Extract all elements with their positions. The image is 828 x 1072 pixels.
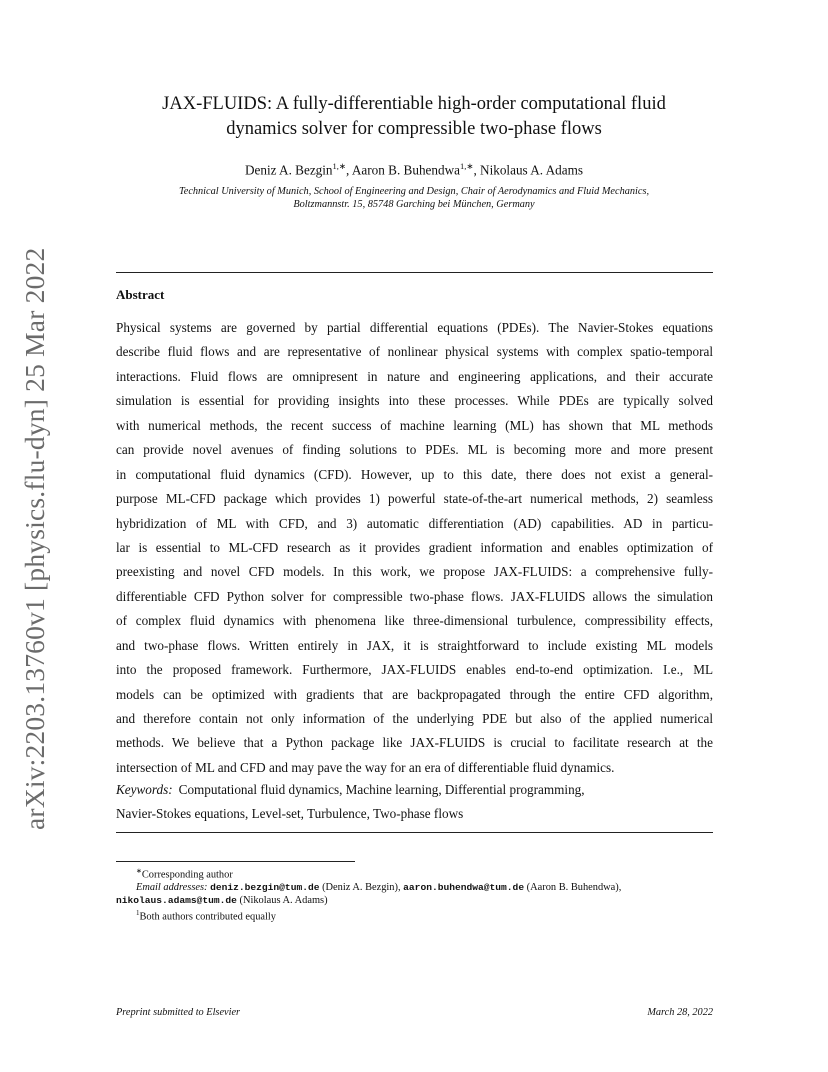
abstract-line: models can be optimized with gradients that are backpropagated through the entire CFD algorithm, <box>116 686 713 702</box>
email-link-bezgin[interactable]: deniz.bezgin@tum.de <box>210 882 320 894</box>
footer-date: March 28, 2022 <box>647 1007 713 1018</box>
author-name: Aaron B. Buhendwa <box>351 162 460 178</box>
abstract-line: can provide novel avenues of finding solutions to PDEs. ML is becoming more and more present <box>116 442 713 458</box>
keywords-label: Keywords: <box>116 782 173 797</box>
abstract-line: of complex fluid dynamics with phenomena like three-dimensional turbulence, compressibility effects, <box>116 613 713 629</box>
abstract-line: Physical systems are governed by partial differential equations (PDEs). The Navier-Stokes equations <box>116 320 713 335</box>
abstract-line: interactions. Fluid flows are omnipresent in nature and engineering applications, and their accurate <box>116 368 713 384</box>
footnote-rule <box>116 861 355 862</box>
corresponding-author-note: Corresponding author <box>141 869 233 881</box>
affiliation-line-1: Technical University of Munich, School of Engineering and Design, Chair of Aerodynamics and Fluid Mechanics, <box>178 186 650 197</box>
arxiv-identifier[interactable]: arXiv:2203.13760v1 [physics.flu-dyn] 25 Mar 2022 <box>19 247 50 830</box>
keywords-line-2: Navier-Stokes equations, Level-set, Turbulence, Two-phase flows <box>116 806 464 822</box>
author-separator: , <box>346 162 352 178</box>
abstract-line: hybridization of ML with CFD, and 3) automatic differentiation (AD) capabilities. AD in particu- <box>116 515 713 531</box>
keywords-line-1: Computational fluid dynamics, Machine learning, Differential programming, <box>178 782 585 797</box>
footnotes <box>116 865 713 924</box>
author-name: Nikolaus A. Adams <box>480 162 583 178</box>
abstract-body <box>116 316 713 780</box>
email-link-adams[interactable]: nikolaus.adams@tum.de <box>116 895 237 907</box>
abstract-line: differentiable CFD Python solver for compressible two-phase flows. JAX-FLUIDS allows the simulation <box>116 588 713 604</box>
affiliation-line-2: Boltzmannstr. 15, 85748 Garching bei München, Germany <box>293 199 535 210</box>
preprint-note: Preprint submitted to Elsevier <box>116 1007 241 1018</box>
abstract-line: with numerical methods, the recent success of machine learning (ML) has shown that ML methods <box>116 417 713 433</box>
email-link-buhendwa[interactable]: aaron.buhendwa@tum.de <box>403 882 525 894</box>
email-owner: (Deniz A. Bezgin), <box>319 882 404 894</box>
abstract-line: lar is essential to ML-CFD research as it provides gradient information and enables optimization of <box>116 539 713 555</box>
email-owner: (Aaron B. Buhendwa), <box>524 882 622 894</box>
author-marks: 1,∗ <box>459 161 474 171</box>
author-list <box>100 161 728 178</box>
abstract-top-rule <box>116 272 713 273</box>
keywords <box>116 778 713 827</box>
abstract-line: purpose ML-CFD package which provides 1) powerful state-of-the-art numerical methods, 2) seamless <box>116 491 713 507</box>
affiliation <box>100 185 728 211</box>
abstract-bottom-rule <box>116 832 713 833</box>
abstract-line: describe fluid flows and are representative of nonlinear physical systems with complex spatio-temporal <box>116 344 713 360</box>
abstract-line: into the proposed framework. Furthermore, JAX-FLUIDS enables end-to-end optimization. I.e., ML <box>116 662 713 678</box>
author-separator: , <box>473 162 481 178</box>
email-label: Email addresses: <box>136 882 208 894</box>
email-owner: (Nikolaus A. Adams) <box>236 895 328 907</box>
footnote-mark: 1 <box>136 909 140 918</box>
abstract-heading: Abstract <box>116 287 165 302</box>
abstract-line: and therefore contain not only information of the underlying PDE but also of the applied numerical <box>116 711 713 726</box>
abstract-line: methods. We believe that a Python package like JAX-FLUIDS is crucial to facilitate research at the <box>116 735 713 751</box>
equal-contribution-note: Both authors contributed equally <box>139 911 276 923</box>
abstract-line: and two-phase flows. Written entirely in JAX, it is straightforward to include existing ML models <box>116 637 713 653</box>
title-line-2: dynamics solver for compressible two-phase flows <box>226 119 602 139</box>
title-line-1: JAX-FLUIDS: A fully-differentiable high-order computational fluid <box>162 94 666 114</box>
abstract-line: in computational fluid dynamics (CFD). However, up to this date, there does not exist a general- <box>116 466 713 482</box>
abstract-line: simulation is essential for providing insights into these processes. While PDEs are typically solved <box>116 393 713 409</box>
abstract-line: intersection of ML and CFD and may pave the way for an era of differentiable fluid dynamics. <box>116 759 615 775</box>
footnote-mark: ∗ <box>136 867 142 875</box>
author-name: Deniz A. Bezgin <box>245 162 333 178</box>
abstract-line: preexisting and novel CFD models. In this work, we propose JAX-FLUIDS: a comprehensive fully- <box>116 564 713 580</box>
paper-title <box>100 92 728 142</box>
author-marks: 1,∗ <box>332 161 347 171</box>
